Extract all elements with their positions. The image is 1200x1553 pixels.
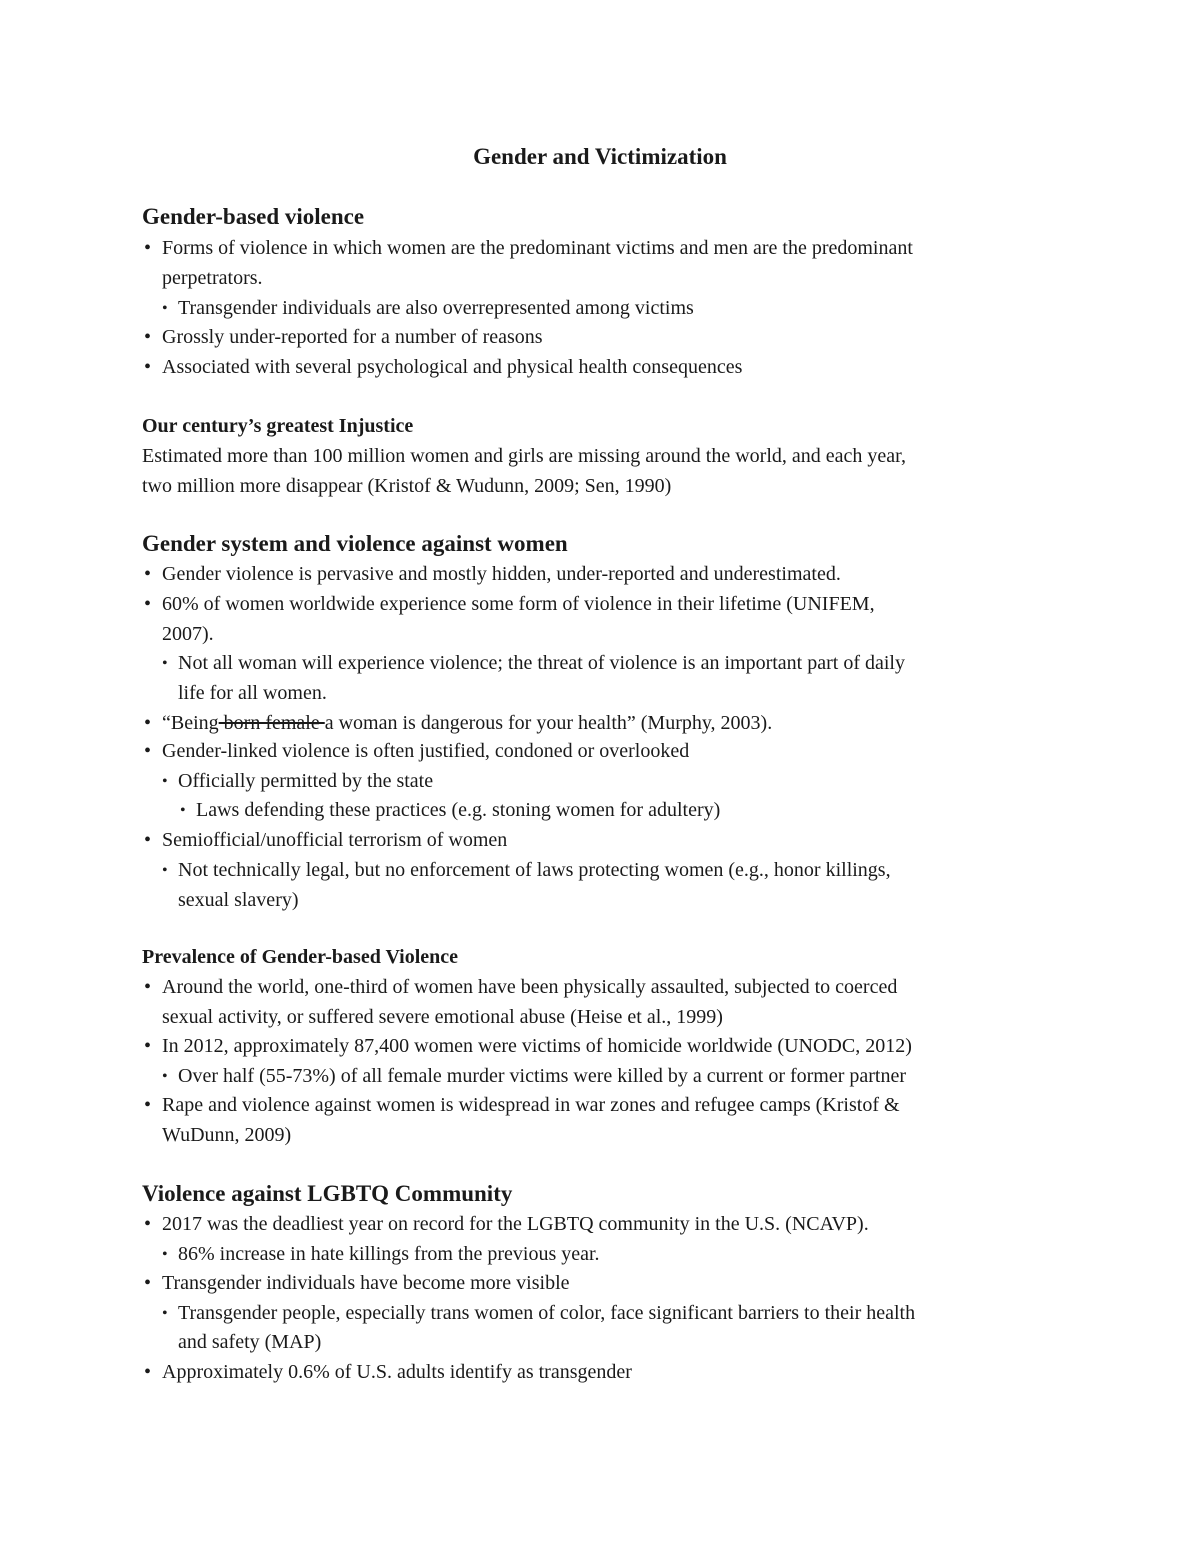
bullet-icon: •	[162, 773, 168, 790]
section-heading-gender-based-violence: Gender-based violence	[142, 204, 365, 229]
list-item-text: Over half (55-73%) of all female murder victims were killed by a current or former partner	[178, 1065, 907, 1087]
list-item-text: Gender violence is pervasive and mostly hidden, under-reported and underestimated.	[162, 563, 841, 585]
bullet-icon: •	[180, 802, 186, 819]
bullet-icon: •	[144, 1094, 152, 1116]
quote-open: “Being	[162, 712, 219, 734]
struck-text: born female	[218, 712, 325, 734]
section-heading-greatest-injustice: Our century’s greatest Injustice	[142, 415, 414, 437]
bullet-icon: •	[144, 740, 152, 762]
bullet-icon: •	[144, 563, 152, 585]
list-item-text: Semiofficial/unofficial terrorism of women	[162, 829, 508, 851]
document-title: Gender and Victimization	[473, 144, 727, 169]
list-item-text: 2007).	[162, 623, 214, 645]
list-item-text: 86% increase in hate killings from the previous year.	[178, 1243, 600, 1265]
bullet-icon: •	[144, 1213, 152, 1235]
list-item-text: Around the world, one-third of women have been physically assaulted, subjected to coerced	[162, 976, 898, 998]
list-item-text: Rape and violence against women is widespread in war zones and refugee camps (Kristof &	[162, 1094, 900, 1116]
bullet-icon: •	[144, 593, 152, 615]
list-item-text: In 2012, approximately 87,400 women were victims of homicide worldwide (UNODC, 2012)	[162, 1035, 912, 1057]
list-item-text: 2017 was the deadliest year on record for the LGBTQ community in the U.S. (NCAVP).	[162, 1213, 869, 1235]
paragraph-line: Estimated more than 100 million women and girls are missing around the world, and each year,	[142, 445, 907, 467]
list-item-text: Not technically legal, but no enforcement of laws protecting women (e.g., honor killings,	[178, 859, 891, 881]
bullet-icon: •	[162, 862, 168, 879]
list-item-text: Officially permitted by the state	[178, 770, 434, 792]
bullet-icon: •	[144, 1361, 152, 1383]
list-item-text: Transgender individuals are also overrepresented among victims	[178, 297, 694, 319]
section-heading-prevalence: Prevalence of Gender-based Violence	[142, 946, 459, 968]
bullet-icon: •	[144, 356, 152, 378]
list-item-text: Approximately 0.6% of U.S. adults identify as transgender	[162, 1361, 632, 1383]
bullet-icon: •	[144, 712, 152, 734]
bullet-icon: •	[144, 1272, 152, 1294]
list-item-text: Forms of violence in which women are the predominant victims and men are the predominant	[162, 237, 913, 259]
list-item-text: Laws defending these practices (e.g. stoning women for adultery)	[196, 799, 721, 821]
list-item-text: sexual activity, or suffered severe emotional abuse (Heise et al., 1999)	[162, 1006, 723, 1028]
list-item-text: Transgender individuals have become more visible	[162, 1272, 570, 1294]
list-item-text: Transgender people, especially trans women of color, face significant barriers to their health	[178, 1302, 916, 1324]
list-item-text: 60% of women worldwide experience some form of violence in their lifetime (UNIFEM,	[162, 593, 875, 615]
quote-rest: a woman is dangerous for your health” (Murphy, 2003).	[324, 712, 773, 734]
list-item-text: sexual slavery)	[178, 889, 299, 911]
list-item-text: Not all woman will experience violence; the threat of violence is an important part of daily	[178, 652, 905, 674]
bullet-icon: •	[162, 300, 168, 317]
list-item-text: Associated with several psychological and physical health consequences	[162, 356, 743, 378]
section-heading-gender-system: Gender system and violence against women	[142, 531, 568, 556]
list-item-text: life for all women.	[178, 682, 327, 704]
paragraph-line: two million more disappear (Kristof & Wudunn, 2009; Sen, 1990)	[142, 475, 672, 497]
list-item-text: WuDunn, 2009)	[162, 1124, 292, 1146]
section-heading-lgbtq: Violence against LGBTQ Community	[142, 1181, 513, 1206]
bullet-icon: •	[162, 1246, 168, 1263]
list-item-text: perpetrators.	[162, 267, 263, 289]
bullet-icon: •	[162, 1068, 168, 1085]
list-item-text: and safety (MAP)	[178, 1331, 322, 1353]
quote-line	[162, 709, 772, 739]
list-item-text: Gender-linked violence is often justified, condoned or overlooked	[162, 740, 690, 762]
list-item-text: Grossly under-reported for a number of reasons	[162, 326, 543, 348]
bullet-icon: •	[144, 237, 152, 259]
bullet-icon: •	[162, 1305, 168, 1322]
bullet-icon: •	[144, 326, 152, 348]
bullet-icon: •	[144, 829, 152, 851]
bullet-icon: •	[162, 655, 168, 672]
bullet-icon: •	[144, 976, 152, 998]
bullet-icon: •	[144, 1035, 152, 1057]
